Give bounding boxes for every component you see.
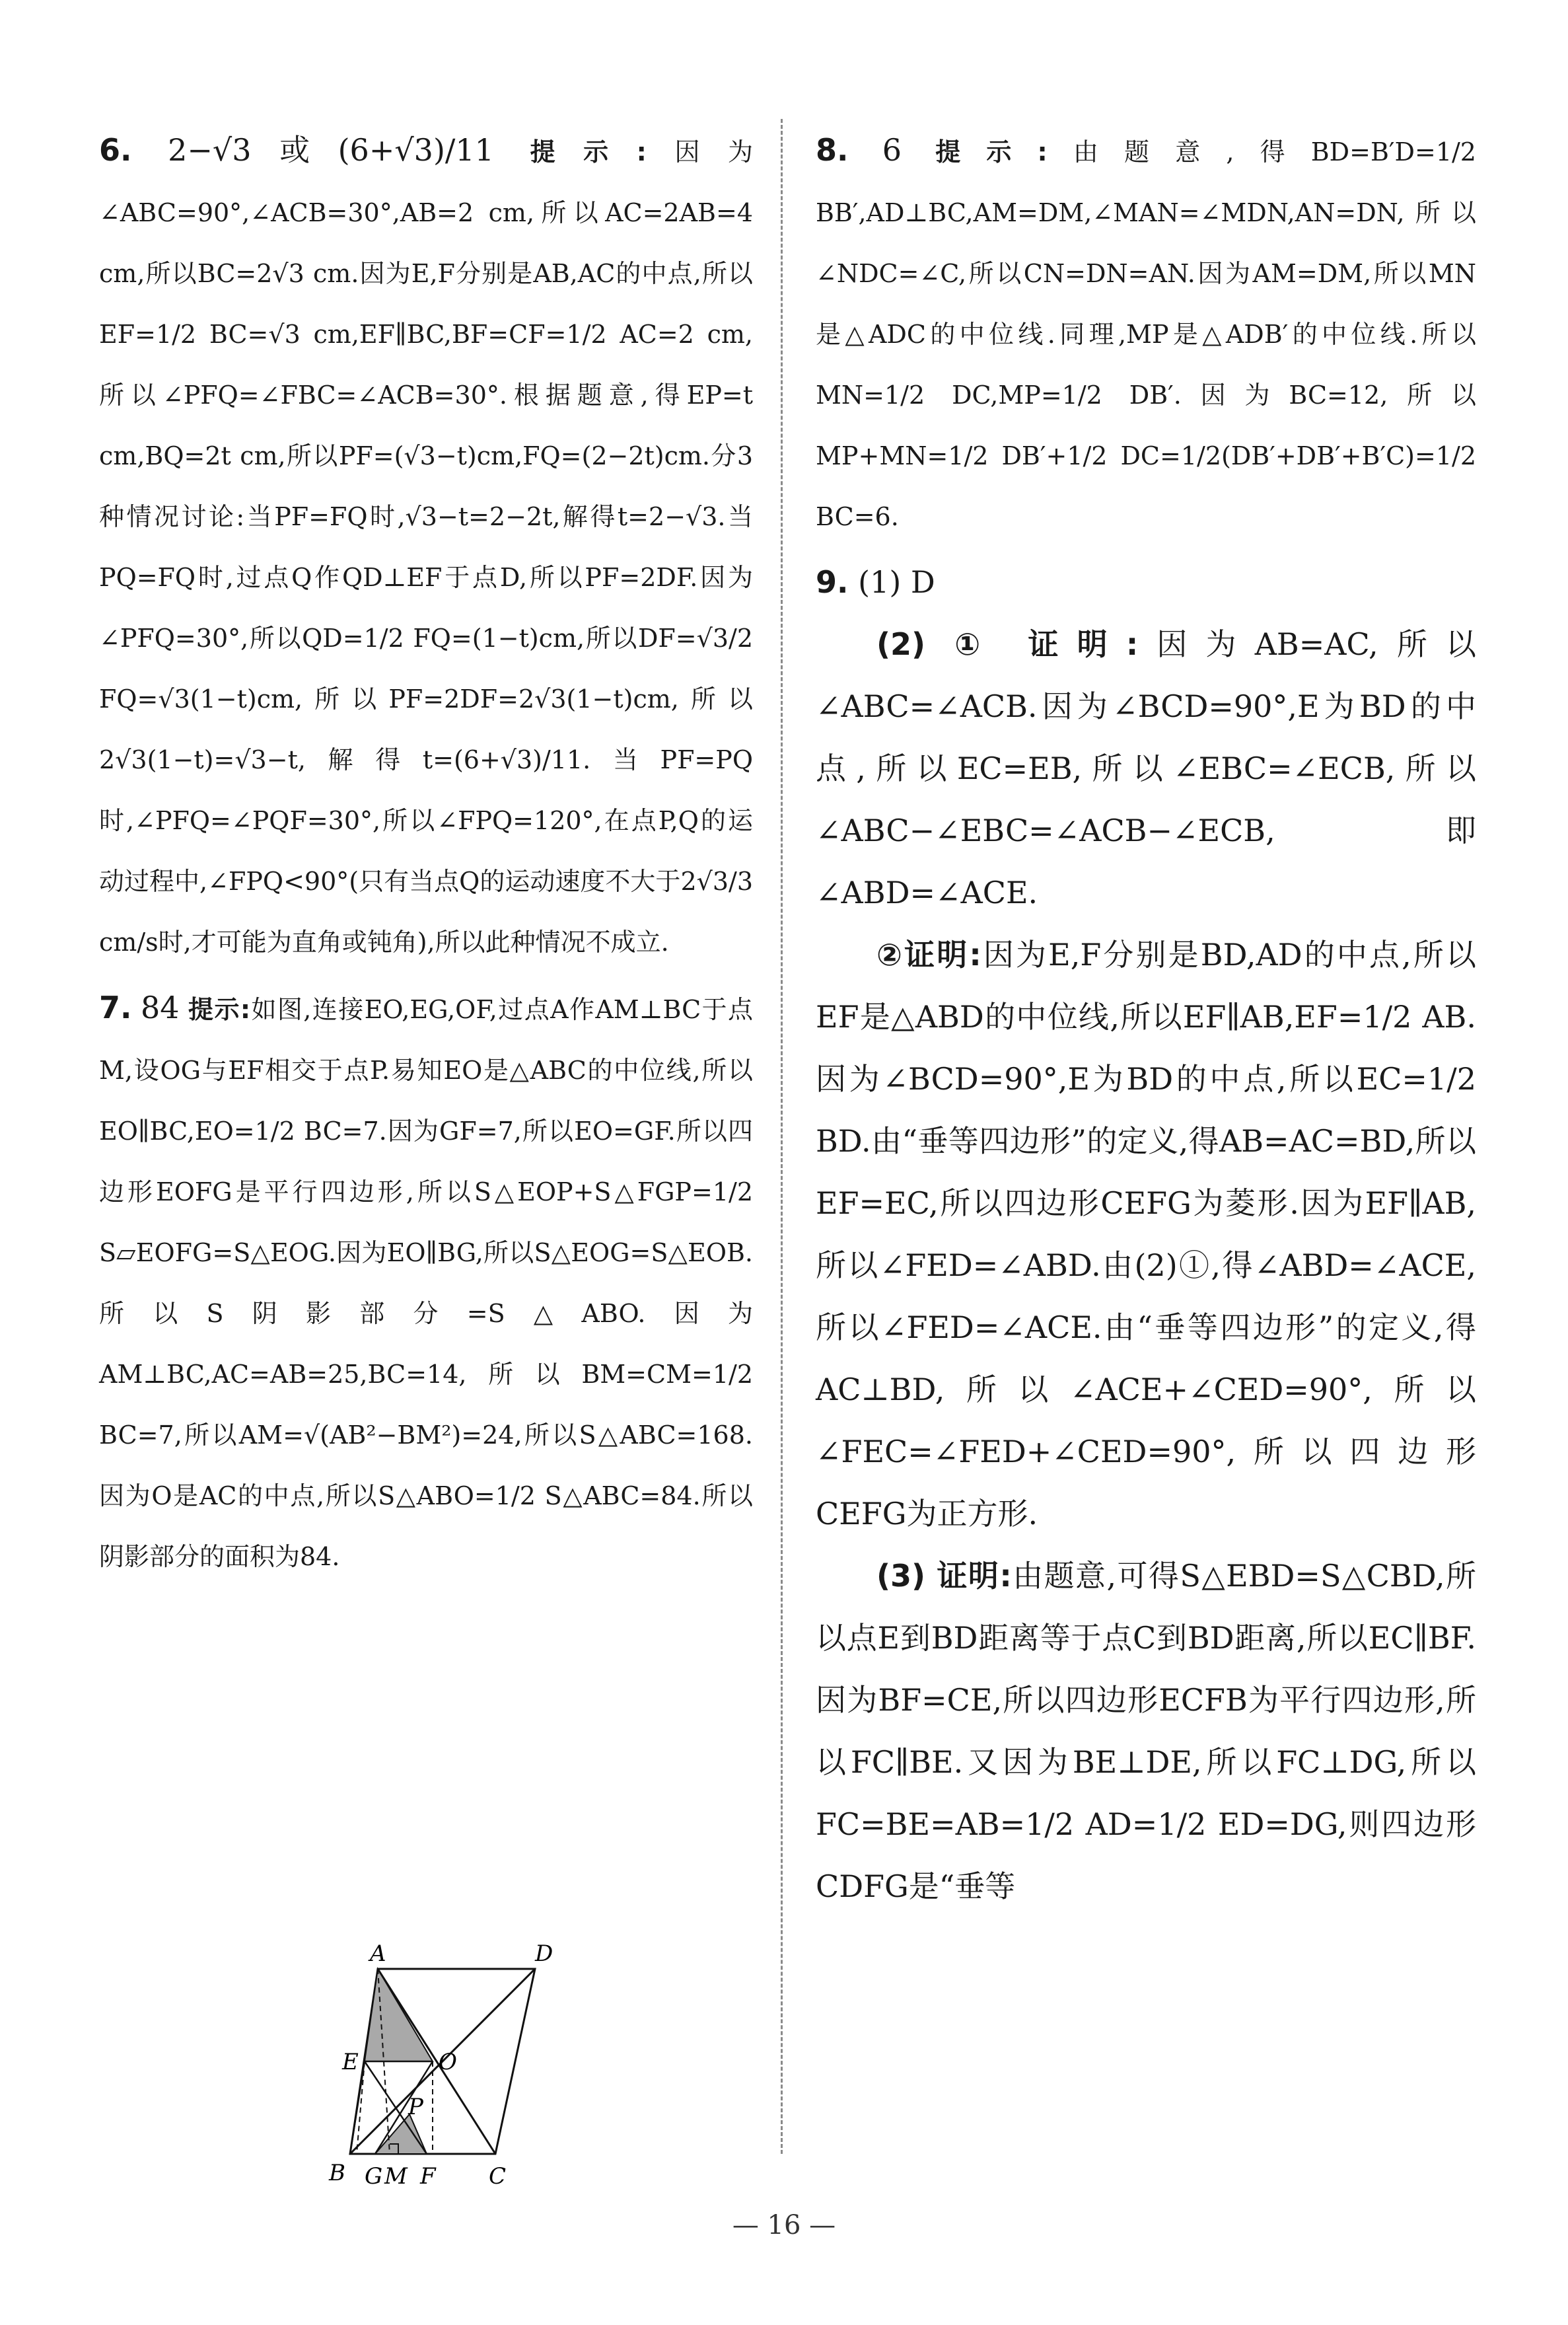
answer: (1) D	[858, 564, 935, 600]
hint-label: 提示:	[935, 137, 1048, 166]
proof-label: (2) ① 证明:	[876, 626, 1139, 662]
proof-text: 因为AB=AC,所以∠ABC=∠ACB.因为∠BCD=90°,E为BD的中点,所以EC=EB,所以∠EBC=∠ECB,所以∠ABC−∠EBC=∠ACB−∠ECB,即∠ABD=∠ACE.	[816, 626, 1476, 910]
answer: 6	[882, 132, 902, 168]
question-number: 9.	[816, 564, 849, 600]
label-e: E	[342, 2049, 359, 2075]
proof-label: (3) 证明:	[876, 1558, 1012, 1594]
geometry-figure	[291, 1929, 594, 2194]
proof-text: 由题意,可得S△EBD=S△CBD,所以点E到BD距离等于点C到BD距离,所以EC∥BF.因为BF=CE,所以四边形ECFB为平行四边形,所以FC∥BE.又因为BE⊥DE,所以FC⊥DG,所以FC=BE=AB=1/2 AD=1/2 ED=DG,则四边形CDFG是“垂等	[816, 1558, 1476, 1904]
page-number: — 16 —	[732, 2210, 836, 2240]
proof-label: ②证明:	[876, 937, 981, 973]
label-f: F	[420, 2163, 436, 2190]
answer: 84	[140, 990, 180, 1025]
question-number: 7.	[99, 990, 132, 1025]
label-b: B	[329, 2160, 345, 2186]
question-number: 6.	[99, 132, 132, 168]
question-9-part-2-1	[816, 613, 1476, 924]
answer: 2−√3或(6+√3)/11	[168, 132, 494, 168]
question-9-part-3	[816, 1545, 1476, 1917]
label-m: M	[384, 2163, 408, 2190]
label-g: G	[365, 2163, 383, 2190]
question-9-part-1	[816, 551, 1476, 613]
hint-label: 提示:	[188, 995, 251, 1024]
question-number: 8.	[816, 132, 849, 168]
column-divider	[781, 119, 783, 2154]
figure-svg	[291, 1929, 594, 2194]
right-column	[816, 119, 1476, 1917]
label-a: A	[370, 1940, 386, 1967]
hint-label: 提示:	[530, 137, 647, 166]
label-p: P	[408, 2094, 423, 2120]
question-9-part-2-2	[816, 924, 1476, 1545]
question-7	[99, 977, 753, 1587]
label-c: C	[489, 2163, 507, 2190]
label-d: D	[535, 1940, 553, 1967]
left-column	[99, 119, 753, 1587]
question-8	[816, 119, 1476, 547]
proof-text: 因为E,F分别是BD,AD的中点,所以EF是△ABD的中位线,所以EF∥AB,EF=1/2 AB.因为∠BCD=90°,E为BD的中点,所以EC=1/2 BD.由“垂等四边形”的定义,得AB=AC=BD,所以EF=EC,所以四边形CEFG为菱形.因为EF∥AB,所以∠FED=∠ABD.由(2)①,得∠ABD=∠ACE,所以∠FED=∠ACE.由“垂等四边形”的定义,得AC⊥BD,所以∠ACE+∠CED=90°,所以∠FEC=∠FED+∠CED=90°,所以四边形CEFG为正方形.	[816, 937, 1476, 1532]
solution-text: 因为∠ABC=90°,∠ACB=30°,AB=2 cm,所以AC=2AB=4 cm,所以BC=2√3 cm.因为E,F分别是AB,AC的中点,所以EF=1/2 BC=√3 cm,EF∥BC,BF=CF=1/2 AC=2 cm,所以∠PFQ=∠FBC=∠ACB=30°.根据题意,得EP=t cm,BQ=2t cm,所以PF=(√3−t)cm,FQ=(2−2t)cm.分3种情况讨论:当PF=FQ时,√3−t=2−2t,解得t=2−√3.当PQ=FQ时,过点Q作QD⊥EF于点D,所以PF=2DF.因为∠PFQ=30°,所以QD=1/2 FQ=(1−t)cm,所以DF=√3/2 FQ=√3(1−t)cm,所以PF=2DF=2√3(1−t)cm,所以2√3(1−t)=√3−t,解得t=(6+√3)/11.当PF=PQ时,∠PFQ=∠PQF=30°,所以∠FPQ=120°,在点P,Q的运动过程中,∠FPQ<90°(只有当点Q的运动速度不大于2√3/3 cm/s时,才可能为直角或钝角),所以此种情况不成立.	[99, 137, 753, 957]
question-6	[99, 119, 753, 973]
solution-text: 如图,连接EO,EG,OF,过点A作AM⊥BC于点M,设OG与EF相交于点P.易知EO是△ABC的中位线,所以EO∥BC,EO=1/2 BC=7.因为GF=7,所以EO=GF.所以四边形EOFG是平行四边形,所以S△EOP+S△FGP=1/2 S▱EOFG=S△EOG.因为EO∥BG,所以S△EOG=S△EOB.所以S阴影部分=S△ABO.因为AM⊥BC,AC=AB=25,BC=14,所以BM=CM=1/2 BC=7,所以AM=√(AB²−BM²)=24,所以S△ABC=168.因为O是AC的中点,所以S△ABO=1/2 S△ABC=84.所以阴影部分的面积为84.	[99, 995, 753, 1571]
solution-text: 由题意,得BD=B′D=1/2 BB′,AD⊥BC,AM=DM,∠MAN=∠MDN,AN=DN,所以∠NDC=∠C,所以CN=DN=AN.因为AM=DM,所以MN是△ADC的中位线.同理,MP是△ADB′的中位线.所以MN=1/2 DC,MP=1/2 DB′.因为BC=12,所以MP+MN=1/2 DB′+1/2 DC=1/2(DB′+DB′+B′C)=1/2 BC=6.	[816, 137, 1476, 531]
label-o: O	[439, 2049, 457, 2075]
